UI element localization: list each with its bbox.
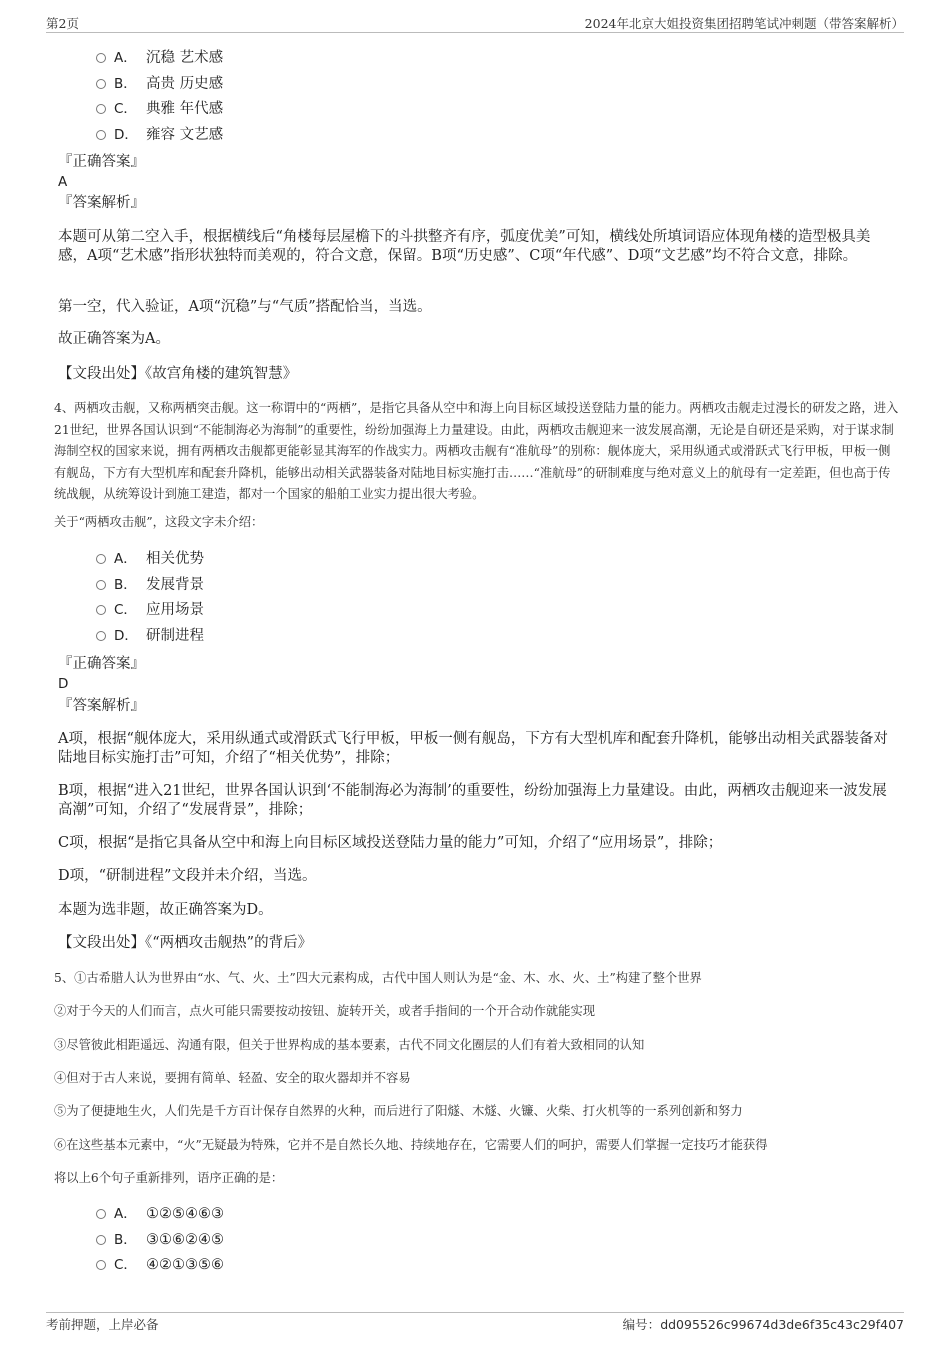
radio-icon[interactable] xyxy=(96,130,106,140)
option-b[interactable]: B． 高贵 历史感 xyxy=(96,72,223,98)
radio-icon[interactable] xyxy=(96,1260,106,1270)
radio-icon[interactable] xyxy=(96,631,106,641)
page-header xyxy=(46,12,904,33)
analysis-paragraph: C项，根据“是指它具备从空中和海上向目标区域投送登陆力量的能力”可知，介绍了“应用场景”，排除； xyxy=(58,835,723,851)
sentence-item: ⑥在这些基本元素中，“火”无疑最为特殊，它并不是自然长久地、持续地存在，它需要人们的呵护，需要人们掌握一定技巧才能获得 xyxy=(54,1138,768,1152)
analysis-paragraph: D项，“研制进程”文段并未介绍，当选。 xyxy=(58,868,317,884)
option-d[interactable]: D． 雍容 文艺感 xyxy=(96,123,223,149)
option-b[interactable]: B． 发展背景 xyxy=(96,573,204,599)
answer-label: 『正确答案』 xyxy=(58,154,145,170)
analysis-paragraph: 本题可从第二空入手，根据横线后“角楼每层屋檐下的斗拱整齐有序，弧度优美”可知，横线处所填词语应体现角楼的造型极具美感，A项“艺术感”指形状独特而美观的，符合文意，保留。B项“历史感”、C项“年代感”、D项“文艺感”均不符合文意，排除。 xyxy=(58,229,871,264)
question-prompt: 关于“两栖攻击舰”，这段文字未介绍： xyxy=(54,515,264,529)
option-a[interactable]: A． 相关优势 xyxy=(96,547,204,573)
radio-icon[interactable] xyxy=(96,1235,106,1245)
radio-icon[interactable] xyxy=(96,79,106,89)
analysis-label: 『答案解析』 xyxy=(58,698,145,714)
radio-icon[interactable] xyxy=(96,1209,106,1219)
document-title: 2024年北京大姐投资集团招聘笔试冲刺题（带答案解析） xyxy=(584,16,904,31)
radio-icon[interactable] xyxy=(96,580,106,590)
analysis-paragraph: 本题为选非题，故正确答案为D。 xyxy=(58,902,273,918)
option-a[interactable]: A． 沉稳 艺术感 xyxy=(96,46,223,72)
option-c[interactable]: C． ④②①③⑤⑥ xyxy=(96,1253,224,1279)
footer-slogan: 考前押题，上岸必备 xyxy=(46,1317,159,1332)
radio-icon[interactable] xyxy=(96,605,106,615)
sentence-item: ③尽管彼此相距遥远、沟通有限，但关于世界构成的基本要素，古代不同文化圈层的人们有着大致相同的认知 xyxy=(54,1038,645,1052)
option-a[interactable]: A． ①②⑤④⑥③ xyxy=(96,1202,224,1228)
radio-icon[interactable] xyxy=(96,53,106,63)
q4-options xyxy=(96,547,204,649)
analysis-paragraph: A项，根据“舰体庞大，采用纵通式或滑跃式飞行甲板，甲板一侧有舰岛，下方有大型机库和配套升降机，能够出动相关武器装备对陆地目标实施打击”可知，介绍了“相关优势”，排除； xyxy=(58,731,888,766)
sentence-item: ④但对于古人来说，要拥有简单、轻盈、安全的取火器却并不容易 xyxy=(54,1071,411,1085)
sentence-item: ②对于今天的人们而言，点火可能只需要按动按钮、旋转开关，或者手指间的一个开合动作就能实现 xyxy=(54,1004,596,1018)
q3-options xyxy=(96,46,223,148)
q5-options xyxy=(96,1202,224,1279)
document-code: 编号：dd095526c99674d3de6f35c43c29f407 xyxy=(622,1317,904,1332)
source-citation: 【文段出处】《故宫角楼的建筑智慧》 xyxy=(58,366,298,382)
page-number: 第2页 xyxy=(46,16,79,31)
answer-value: A xyxy=(58,174,68,190)
analysis-label: 『答案解析』 xyxy=(58,195,145,211)
analysis-paragraph: B项，根据“进入21世纪，世界各国认识到‘不能制海必为海制’的重要性，纷纷加强海上力量建设。由此，两栖攻击舰迎来一波发展高潮”可知，介绍了“发展背景”，排除； xyxy=(58,783,887,818)
analysis-paragraph: 第一空，代入验证，A项“沉稳”与“气质”搭配恰当，当选。 xyxy=(58,299,432,315)
source-citation: 【文段出处】《“两栖攻击舰热”的背后》 xyxy=(58,935,313,951)
option-c[interactable]: C． 典雅 年代感 xyxy=(96,97,223,123)
radio-icon[interactable] xyxy=(96,104,106,114)
option-c[interactable]: C． 应用场景 xyxy=(96,598,204,624)
question-stem: 4、两栖攻击舰，又称两栖突击舰。这一称谓中的“两栖”，是指它具备从空中和海上向目标区域投送登陆力量的能力。两栖攻击舰走过漫长的研发之路，进入21世纪，世界各国认识到“不能制海必为海制”的重要性，纷纷加强海上力量建设。由此，两栖攻击舰迎来一波发展高潮，无论是自研还是采购，对于谋求制海制空权的国家来说，拥有两栖攻击舰都更能彰显其海军的作战实力。两栖攻击舰有“准航母”的别称：舰体庞大，采用纵通式或滑跃式飞行甲板，甲板一侧有舰岛，下方有大型机库和配套升降机，能够出动相关武器装备对陆地目标实施打击……“准航母”的研制难度与绝对意义上的航母有一定差距，但也高于传统战舰，从统筹设计到施工建造，都对一个国家的船舶工业实力提出很大考验。 xyxy=(54,401,899,501)
sentence-item: ⑤为了便捷地生火，人们先是千方百计保存自然界的火种，而后进行了阳燧、木燧、火镰、火柴、打火机等的一系列创新和努力 xyxy=(54,1104,743,1118)
answer-label: 『正确答案』 xyxy=(58,656,145,672)
sentence-item: 5、①古希腊人认为世界由“水、气、火、土”四大元素构成，古代中国人则认为是“金、木、水、火、土”构建了整个世界 xyxy=(54,971,702,985)
option-d[interactable]: D． 研制进程 xyxy=(96,624,204,650)
answer-value: D xyxy=(58,676,69,692)
option-b[interactable]: B． ③①⑥②④⑤ xyxy=(96,1228,224,1254)
question-prompt: 将以上6个句子重新排列，语序正确的是： xyxy=(54,1171,284,1185)
page-footer xyxy=(46,1312,904,1335)
radio-icon[interactable] xyxy=(96,554,106,564)
analysis-paragraph: 故正确答案为A。 xyxy=(58,331,170,347)
